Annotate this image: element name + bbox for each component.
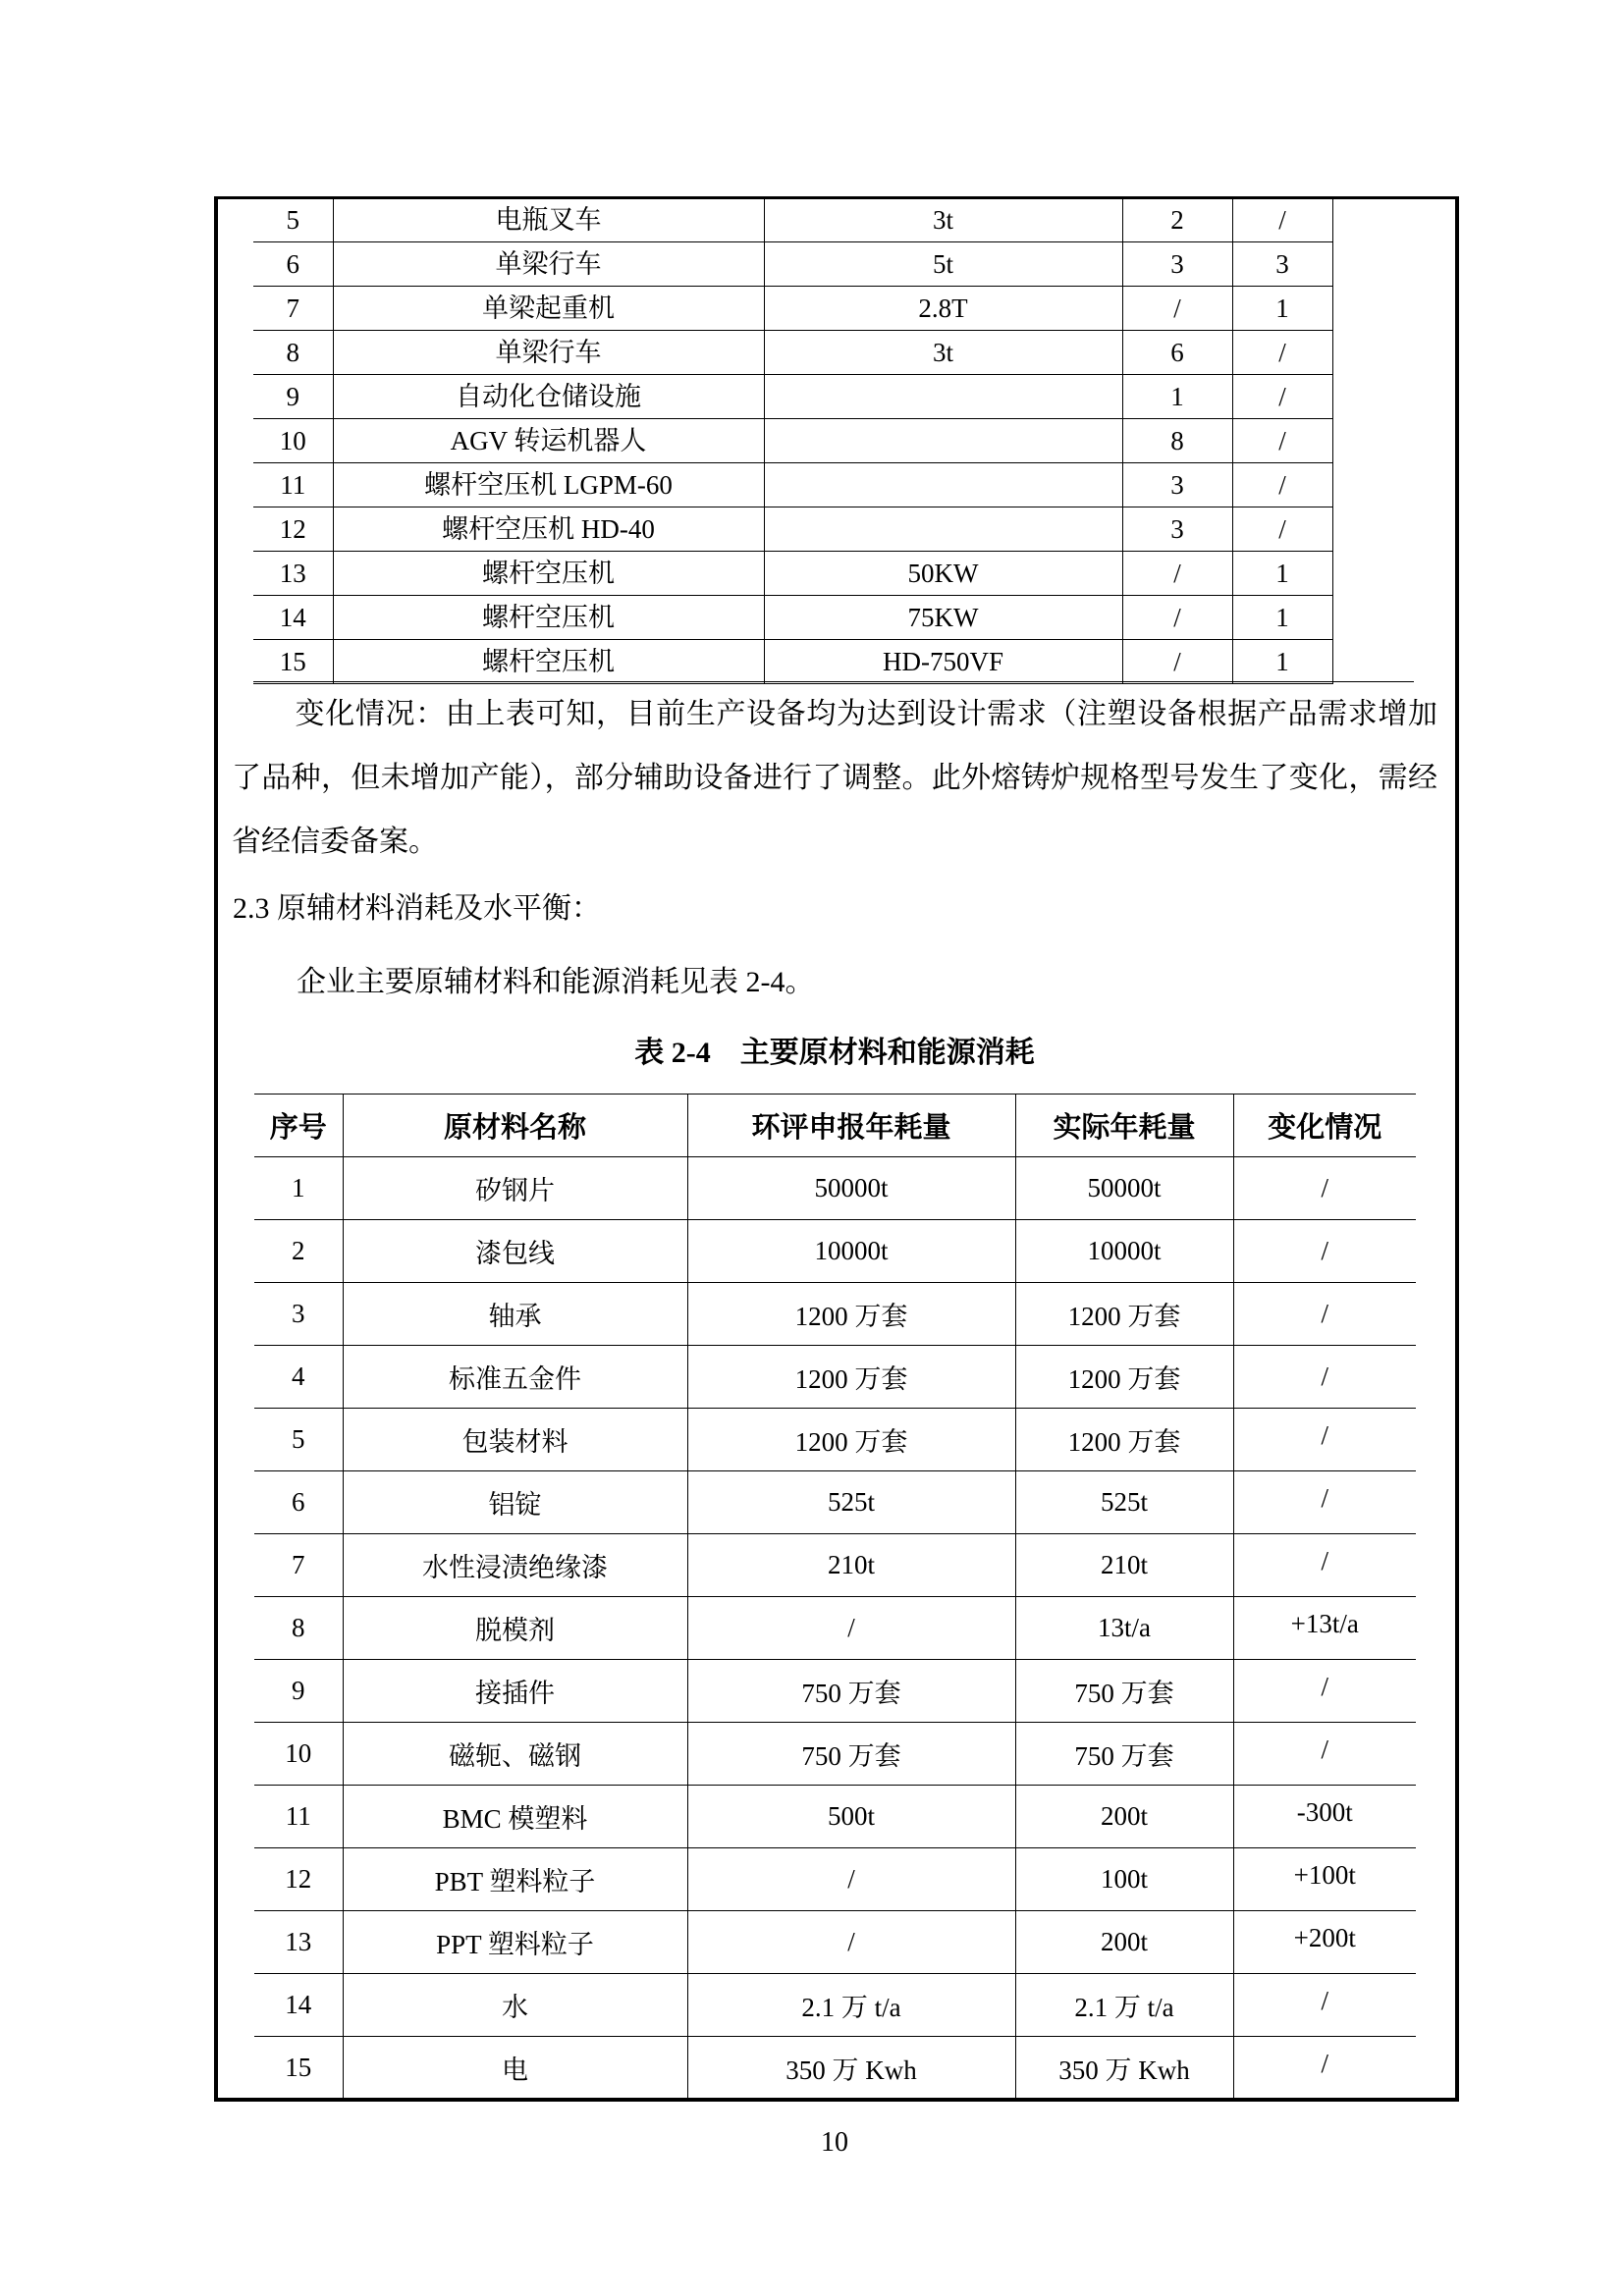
table-row — [254, 1471, 1416, 1534]
cell-change: / — [1233, 1974, 1416, 2037]
materials-table-header — [254, 1095, 1416, 1157]
cell-actual: / — [1232, 463, 1332, 507]
table-row — [254, 1409, 1416, 1471]
cell-declared: 50000t — [687, 1157, 1015, 1220]
header-no: 序号 — [254, 1095, 343, 1157]
cell-no: 8 — [253, 331, 333, 375]
cell-actual: 1200 万套 — [1015, 1283, 1233, 1346]
table-row — [254, 1974, 1416, 2037]
cell-declared: 1200 万套 — [687, 1346, 1015, 1409]
cell-spec — [764, 507, 1122, 552]
cell-planned: 3 — [1122, 463, 1232, 507]
page-number: 10 — [821, 2127, 848, 2158]
cell-no: 5 — [253, 198, 333, 242]
cell-change: / — [1233, 1409, 1416, 1471]
cell-actual: 1 — [1232, 287, 1332, 331]
cell-name: 螺杆空压机 LGPM-60 — [333, 463, 764, 507]
cell-name: 螺杆空压机 HD-40 — [333, 507, 764, 552]
cell-no: 4 — [254, 1346, 343, 1409]
table-row — [254, 1283, 1416, 1346]
cell-change: / — [1233, 1157, 1416, 1220]
cell-name: 水 — [343, 1974, 687, 2037]
table-row — [254, 1157, 1416, 1220]
cell-no: 2 — [254, 1220, 343, 1283]
cell-actual: / — [1232, 375, 1332, 419]
cell-change: / — [1233, 2037, 1416, 2100]
cell-name: 轴承 — [343, 1283, 687, 1346]
cell-change: / — [1233, 1723, 1416, 1786]
cell-actual: 13t/a — [1015, 1597, 1233, 1660]
cell-actual: 750 万套 — [1015, 1660, 1233, 1723]
cell-no: 9 — [254, 1660, 343, 1723]
cell-name: 矽钢片 — [343, 1157, 687, 1220]
cell-no: 10 — [254, 1723, 343, 1786]
cell-no: 9 — [253, 375, 333, 419]
cell-change: / — [1233, 1220, 1416, 1283]
cell-planned: 8 — [1122, 419, 1232, 463]
cell-no: 15 — [253, 640, 333, 684]
cell-name: AGV 转运机器人 — [333, 419, 764, 463]
cell-no: 11 — [254, 1786, 343, 1848]
change-paragraph-text: 变化情况：由上表可知，目前生产设备均为达到设计需求（注塑设备根据产品需求增加了品种，但未增加产能），部分辅助设备进行了调整。此外熔铸炉规格型号发生了变化，需经省经信委备案。 — [232, 698, 1437, 858]
cell-change: -300t — [1233, 1786, 1416, 1848]
table-row — [253, 287, 1332, 331]
table-row — [254, 1220, 1416, 1283]
cell-no: 11 — [253, 463, 333, 507]
cell-spec: 3t — [764, 331, 1122, 375]
cell-change: +13t/a — [1233, 1597, 1416, 1660]
cell-no: 7 — [253, 287, 333, 331]
cell-name: 包装材料 — [343, 1409, 687, 1471]
table-row — [254, 1911, 1416, 1974]
cell-actual: 3 — [1232, 242, 1332, 287]
cell-spec — [764, 375, 1122, 419]
cell-planned: / — [1122, 596, 1232, 640]
cell-name: 接插件 — [343, 1660, 687, 1723]
cell-spec: 3t — [764, 198, 1122, 242]
cell-change: / — [1233, 1660, 1416, 1723]
table-row — [253, 331, 1332, 375]
table-row — [254, 1660, 1416, 1723]
cell-actual: 750 万套 — [1015, 1723, 1233, 1786]
cell-actual: 200t — [1015, 1786, 1233, 1848]
cell-no: 6 — [254, 1471, 343, 1534]
cell-planned: 6 — [1122, 331, 1232, 375]
table-row — [253, 198, 1332, 242]
cell-planned: / — [1122, 640, 1232, 684]
cell-name: 单梁行车 — [333, 331, 764, 375]
cell-planned: 2 — [1122, 198, 1232, 242]
cell-name: 标准五金件 — [343, 1346, 687, 1409]
cell-no: 1 — [254, 1157, 343, 1220]
cell-no: 8 — [254, 1597, 343, 1660]
table-row — [253, 640, 1332, 684]
cell-planned: 1 — [1122, 375, 1232, 419]
cell-name: 螺杆空压机 — [333, 640, 764, 684]
cell-declared: / — [687, 1911, 1015, 1974]
table-caption — [0, 1033, 1624, 1074]
cell-name: 铝锭 — [343, 1471, 687, 1534]
cell-actual: 525t — [1015, 1471, 1233, 1534]
table-row — [253, 552, 1332, 596]
header-name: 原材料名称 — [343, 1095, 687, 1157]
cell-name: 水性浸渍绝缘漆 — [343, 1534, 687, 1597]
cell-name: 脱模剂 — [343, 1597, 687, 1660]
cell-spec: 50KW — [764, 552, 1122, 596]
table-row — [254, 1346, 1416, 1409]
cell-no: 12 — [254, 1848, 343, 1911]
change-paragraph — [232, 682, 1437, 874]
cell-no: 14 — [254, 1974, 343, 2037]
cell-name: 螺杆空压机 — [333, 596, 764, 640]
cell-spec: 5t — [764, 242, 1122, 287]
cell-actual: 1 — [1232, 552, 1332, 596]
cell-spec: 2.8T — [764, 287, 1122, 331]
cell-no: 10 — [253, 419, 333, 463]
cell-planned: 3 — [1122, 507, 1232, 552]
cell-name: 螺杆空压机 — [333, 552, 764, 596]
cell-name: PBT 塑料粒子 — [343, 1848, 687, 1911]
cell-declared: 1200 万套 — [687, 1409, 1015, 1471]
cell-name: 电瓶叉车 — [333, 198, 764, 242]
cell-declared: 350 万 Kwh — [687, 2037, 1015, 2100]
cell-actual: 350 万 Kwh — [1015, 2037, 1233, 2100]
cell-declared: 525t — [687, 1471, 1015, 1534]
caption-number: 表 2-4 — [634, 1037, 711, 1069]
cell-actual: 200t — [1015, 1911, 1233, 1974]
cell-change: / — [1233, 1283, 1416, 1346]
cell-spec — [764, 419, 1122, 463]
cell-change: +100t — [1233, 1848, 1416, 1911]
cell-name: 电 — [343, 2037, 687, 2100]
cell-spec: 75KW — [764, 596, 1122, 640]
cell-planned: / — [1122, 552, 1232, 596]
table-row — [253, 507, 1332, 552]
cell-actual: 210t — [1015, 1534, 1233, 1597]
cell-name: BMC 模塑料 — [343, 1786, 687, 1848]
cell-declared: 500t — [687, 1786, 1015, 1848]
cell-actual: / — [1232, 331, 1332, 375]
cell-no: 13 — [254, 1911, 343, 1974]
cell-name: 单梁起重机 — [333, 287, 764, 331]
cell-actual: 1 — [1232, 640, 1332, 684]
table-row — [254, 1597, 1416, 1660]
cell-spec — [764, 463, 1122, 507]
cell-declared: 750 万套 — [687, 1723, 1015, 1786]
cell-declared: 2.1 万 t/a — [687, 1974, 1015, 2037]
cell-actual: 50000t — [1015, 1157, 1233, 1220]
cell-declared: 10000t — [687, 1220, 1015, 1283]
table-row — [253, 596, 1332, 640]
caption-title: 主要原材料和能源消耗 — [739, 1037, 1035, 1069]
cell-declared: / — [687, 1848, 1015, 1911]
header-actual: 实际年耗量 — [1015, 1095, 1233, 1157]
cell-actual: 10000t — [1015, 1220, 1233, 1283]
cell-name: 单梁行车 — [333, 242, 764, 287]
cell-planned: / — [1122, 287, 1232, 331]
cell-no: 5 — [254, 1409, 343, 1471]
cell-name: PPT 塑料粒子 — [343, 1911, 687, 1974]
cell-change: +200t — [1233, 1911, 1416, 1974]
equipment-table — [253, 198, 1333, 684]
intro-text: 企业主要原辅材料和能源消耗见表 2-4。 — [297, 966, 815, 998]
header-change: 变化情况 — [1233, 1095, 1416, 1157]
table-row — [254, 1786, 1416, 1848]
table-row — [253, 419, 1332, 463]
cell-actual: 2.1 万 t/a — [1015, 1974, 1233, 2037]
cell-no: 13 — [253, 552, 333, 596]
table-row — [253, 463, 1332, 507]
cell-change: / — [1233, 1346, 1416, 1409]
cell-declared: / — [687, 1597, 1015, 1660]
cell-actual: / — [1232, 198, 1332, 242]
table-row — [253, 375, 1332, 419]
cell-name: 漆包线 — [343, 1220, 687, 1283]
section-heading: 2.3 原辅材料消耗及水平衡： — [233, 892, 601, 925]
table-row — [253, 242, 1332, 287]
table-row — [254, 1723, 1416, 1786]
table-row — [254, 1534, 1416, 1597]
table-row — [254, 1848, 1416, 1911]
cell-name: 自动化仓储设施 — [333, 375, 764, 419]
cell-name: 磁轭、磁钢 — [343, 1723, 687, 1786]
cell-declared: 1200 万套 — [687, 1283, 1015, 1346]
cell-no: 6 — [253, 242, 333, 287]
cell-actual: / — [1232, 507, 1332, 552]
cell-no: 7 — [254, 1534, 343, 1597]
cell-no: 3 — [254, 1283, 343, 1346]
cell-actual: 1200 万套 — [1015, 1346, 1233, 1409]
cell-change: / — [1233, 1471, 1416, 1534]
table-row — [254, 2037, 1416, 2100]
cell-change: / — [1233, 1534, 1416, 1597]
cell-actual: 1 — [1232, 596, 1332, 640]
materials-table — [254, 1094, 1416, 2100]
cell-spec: HD-750VF — [764, 640, 1122, 684]
cell-no: 12 — [253, 507, 333, 552]
cell-no: 15 — [254, 2037, 343, 2100]
cell-declared: 210t — [687, 1534, 1015, 1597]
header-declared: 环评申报年耗量 — [687, 1095, 1015, 1157]
cell-actual: / — [1232, 419, 1332, 463]
cell-actual: 1200 万套 — [1015, 1409, 1233, 1471]
cell-declared: 750 万套 — [687, 1660, 1015, 1723]
cell-no: 14 — [253, 596, 333, 640]
cell-actual: 100t — [1015, 1848, 1233, 1911]
cell-planned: 3 — [1122, 242, 1232, 287]
